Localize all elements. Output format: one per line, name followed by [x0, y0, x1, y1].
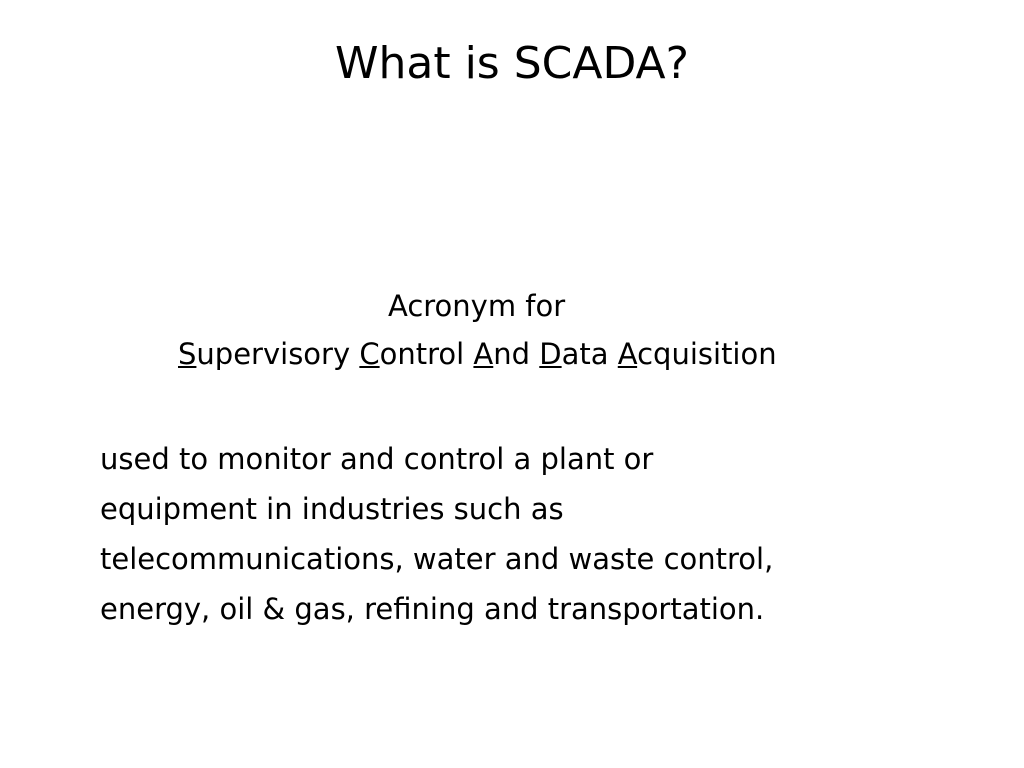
description-paragraph: [100, 434, 930, 634]
acronym-initial: D: [539, 337, 562, 371]
acronym-word: [618, 337, 777, 371]
acronym-word: [539, 337, 608, 371]
acronym-word: [359, 337, 464, 371]
acronym-intro: Acronym for: [388, 289, 566, 323]
acronym-word-rest: cquisition: [637, 337, 777, 371]
acronym-word: [473, 337, 530, 371]
acronym-initial: A: [473, 337, 494, 371]
acronym-word-rest: upervisory: [196, 337, 351, 371]
acronym-initial: C: [359, 337, 380, 371]
acronym-word-rest: nd: [493, 337, 531, 371]
description-line: telecommunications, water and waste control,: [100, 542, 774, 576]
description-line: used to monitor and control a plant or: [100, 442, 654, 476]
acronym-initial: S: [178, 337, 197, 371]
acronym-word: [178, 337, 350, 371]
slide-title: What is SCADA?: [334, 38, 690, 89]
acronym-word-rest: ontrol: [379, 337, 465, 371]
acronym-expansion: [178, 330, 777, 378]
description-line: equipment in industries such as: [100, 492, 564, 526]
acronym-word-rest: ata: [561, 337, 609, 371]
acronym-initial: A: [617, 337, 638, 371]
description-line: energy, oil & gas, refining and transportation.: [100, 592, 765, 626]
